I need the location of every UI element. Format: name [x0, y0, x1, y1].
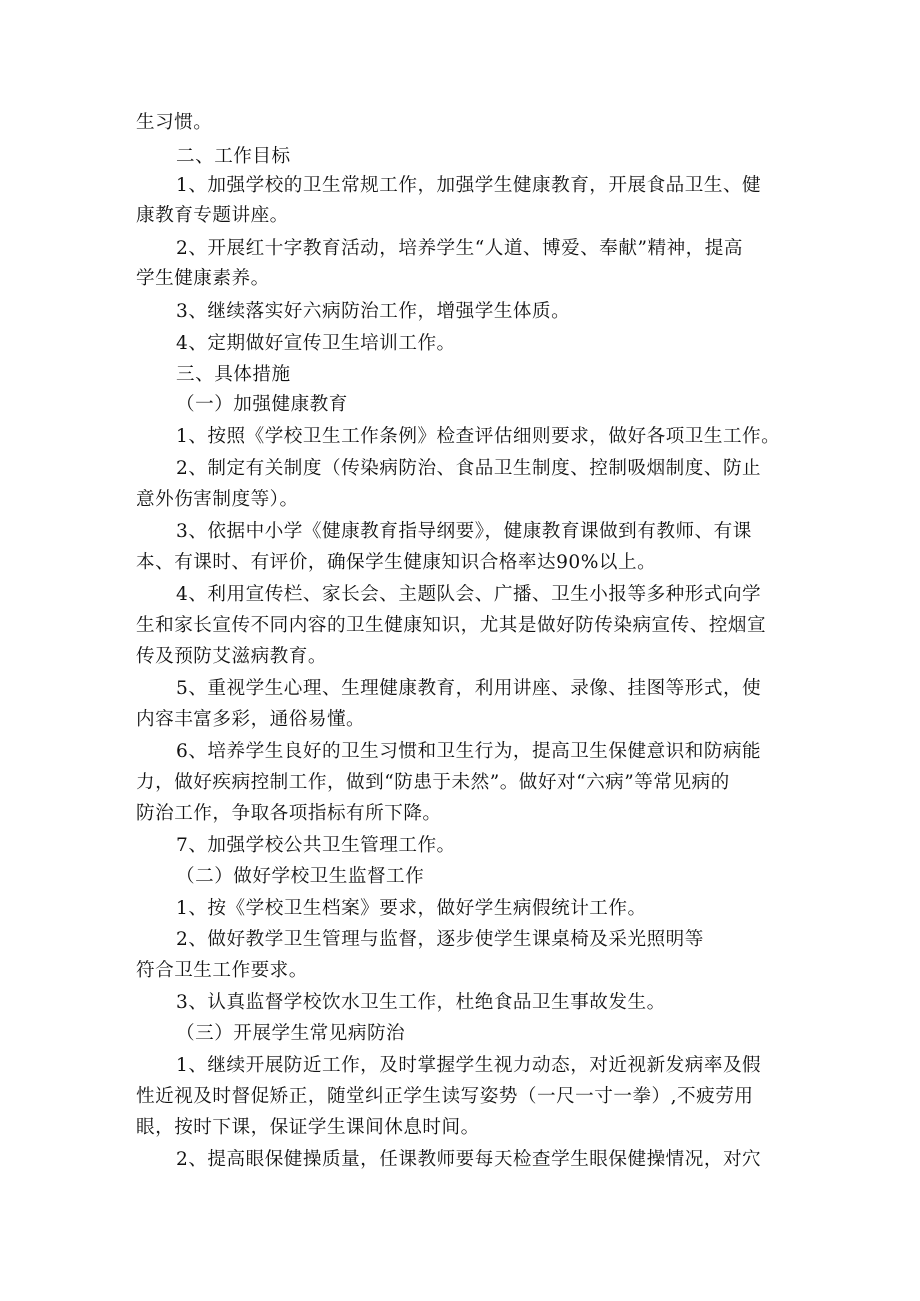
subsection-heading: （三）开展学生常见病防治 — [176, 1023, 406, 1044]
subsection-heading: （一）加强健康教育 — [176, 394, 348, 415]
text-line: 3、继续落实好六病防治工作，增强学生体质。 — [176, 301, 571, 322]
text-line: 4、利用宣传栏、家长会、主题队会、广播、卫生小报等多种形式向学 — [176, 584, 762, 605]
text-line: 符合卫生工作要求。 — [136, 960, 308, 981]
text-line: 7、加强学校公共卫生管理工作。 — [176, 835, 456, 856]
text-line: 2、制定有关制度（传染病防治、食品卫生制度、控制吸烟制度、防止 — [176, 458, 762, 479]
text-line: 1、按照《学校卫生工作条例》检查评估细则要求，做好各项卫生工作。 — [176, 426, 781, 447]
section-heading: 三、具体措施 — [176, 364, 291, 385]
text-line: 本、有课时、有评价，确保学生健康知识合格率达90%以上。 — [136, 552, 657, 573]
text-line: 3、依据中小学《健康教育指导纲要》，健康教育课做到有教师、有课 — [176, 521, 752, 542]
text-line: 1、加强学校的卫生常规工作，加强学生健康教育，开展食品卫生、健 — [176, 175, 762, 196]
text-line: 防治工作，争取各项指标有所下降。 — [136, 803, 442, 824]
subsection-heading: （二）做好学校卫生监督工作 — [176, 866, 425, 887]
text-line: 意外伤害制度等）。 — [136, 489, 299, 510]
text-line: 5、重视学生心理、生理健康教育，利用讲座、录像、挂图等形式，使 — [176, 678, 762, 699]
text-line: 内容丰富多彩，通俗易懂。 — [136, 709, 366, 730]
text-line: 生和家长宣传不同内容的卫生健康知识，尤其是做好防传染病宣传、控烟宣 — [136, 615, 767, 636]
text-line: 学生健康素养。 — [136, 268, 270, 289]
text-line: 1、继续开展防近工作，及时掌握学生视力动态，对近视新发病率及假 — [176, 1055, 762, 1076]
text-line: 1、按《学校卫生档案》要求，做好学生病假统计工作。 — [176, 898, 647, 919]
text-line: 性近视及时督促矫正，随堂纠正学生读写姿势（一尺一寸一拳）,不疲劳用 — [136, 1086, 754, 1107]
text-line: 康教育专题讲座。 — [136, 205, 289, 226]
text-line: 眼，按时下课，保证学生课间休息时间。 — [136, 1117, 480, 1138]
text-line: 4、定期做好宣传卫生培训工作。 — [176, 333, 456, 354]
text-line: 3、认真监督学校饮水卫生工作，杜绝食品卫生事故发生。 — [176, 992, 666, 1013]
section-heading: 二、工作目标 — [176, 146, 291, 167]
text-line: 2、提高眼保健操质量，任课教师要每天检查学生眼保健操情况，对穴 — [176, 1149, 762, 1170]
text-line: 2、开展红十字教育活动，培养学生“人道、博爱、奉献”精神，提高 — [176, 238, 743, 259]
text-line: 生习惯。 — [136, 112, 213, 133]
text-line: 力，做好疾病控制工作，做到“防患于未然”。做好对“六病”等常见病的 — [136, 772, 730, 793]
text-line: 6、培养学生良好的卫生习惯和卫生行为，提高卫生保健意识和防病能 — [176, 741, 762, 762]
text-line: 传及预防艾滋病教育。 — [136, 646, 327, 667]
text-line: 2、做好教学卫生管理与监督，逐步使学生课桌椅及采光照明等 — [176, 929, 704, 950]
